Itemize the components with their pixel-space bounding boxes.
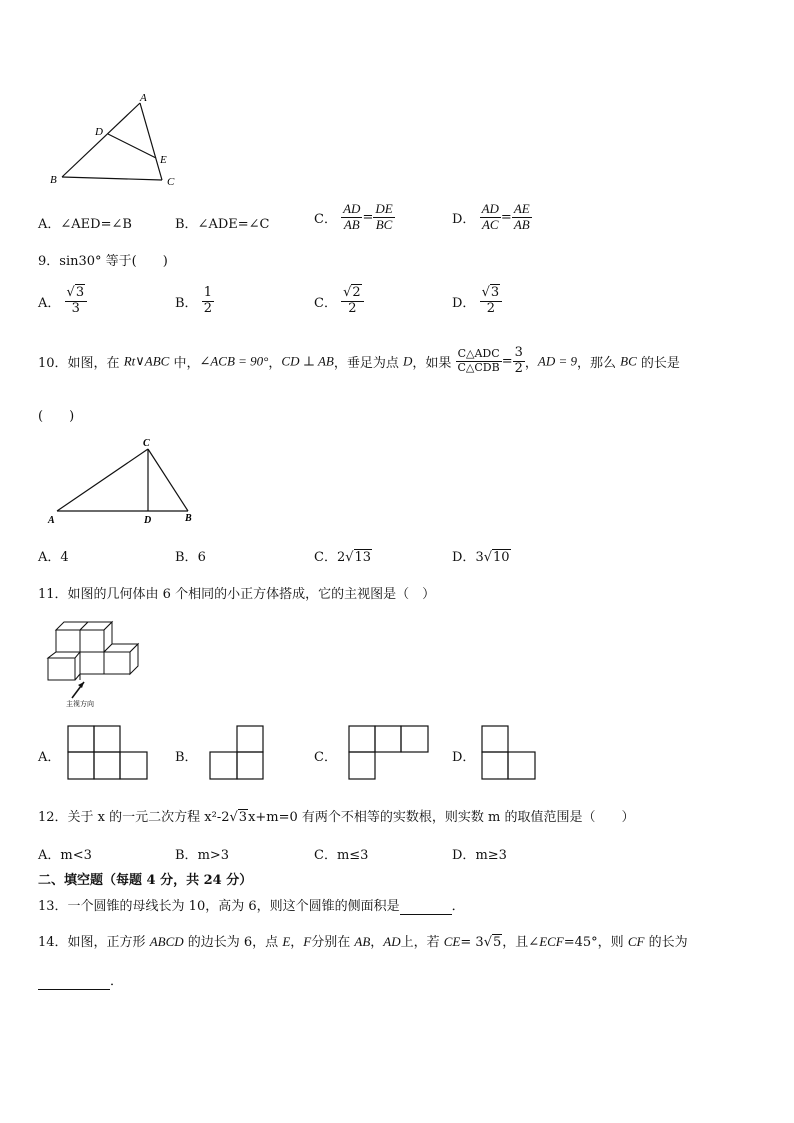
q10-option-c[interactable]: C．2√13 [314,550,372,565]
vertex-d-label: D [144,515,152,526]
answer-blank[interactable] [38,974,110,990]
option-text: ∠ADE=∠C [197,217,270,232]
q12-option-c[interactable] [314,844,368,863]
option-text: m≤3 [336,848,369,863]
q12-option-a[interactable] [38,844,92,863]
option-label: D． [452,211,476,227]
q13-stem: 13．一个圆锥的母线长为 10，高为 6，则这个圆锥的侧面积是 ． [38,899,465,914]
option-label: A． [38,750,61,765]
vertex-a-label: A [140,92,147,104]
q9-stem: 9．sin30° 等于( ) [38,254,168,269]
q10-answer-paren: ( ) [38,409,75,424]
equals-sign: = [362,209,374,225]
option-label: A． [38,848,61,863]
q11-stem: 11．如图的几何体由 6 个相同的小正方体搭成，它的主视图是（ ） [38,587,436,602]
vertex-b-label: B [185,513,192,524]
q11-option-d-view [481,725,539,781]
q9-option-b[interactable] [175,286,214,317]
square-root: √10 [483,550,510,565]
option-text: ∠AED=∠B [60,217,132,232]
q10-option-a[interactable] [38,546,69,565]
option-label: B． [175,550,198,565]
option-label: A． [38,295,61,311]
option-label: A． [38,550,61,565]
q11-option-b[interactable] [175,746,198,765]
triangle-figure-q8 [40,88,190,193]
fraction: $\frac{AD}{AC}$ [481,201,499,232]
option-label: C． [314,848,337,863]
option-text: 6 [197,550,206,565]
square-root: √5 [483,935,502,950]
q11-option-d[interactable] [452,746,475,765]
fraction: $\frac{1}{2}$ [203,285,212,316]
vertex-d-label: D [95,126,103,138]
view-direction-caption: 主视方向 [66,700,94,708]
option-label: B． [175,217,198,232]
option-label: B． [175,848,198,863]
fraction: $\frac{AD}{AB}$ [343,201,361,232]
option-label: D． [452,550,476,565]
option-label: C． [314,550,337,565]
square-root: √13 [345,550,372,565]
q11-option-c[interactable] [314,746,337,765]
q11-option-a[interactable] [38,746,60,765]
fraction: $\frac{√3}{2}$ [480,286,503,317]
q12-option-d[interactable] [452,844,507,863]
q10-stem: 10．如图，在 Rt∨ABC 中，∠ACB = 90°，CD ⊥ AB，垂足为点 D，如果 $\frac{\text{C△ADC}}{\text{C△CDB}}$ = $\frac{3}{2}$ ，AD = 9，那么 BC 的长是 [38,345,680,376]
fraction: $\frac{√2}{2}$ [341,286,364,317]
fraction: $\frac{√3}{3}$ [65,286,88,317]
option-label: B． [175,750,198,765]
option-text: m>3 [197,848,230,863]
q10-option-b[interactable] [175,546,206,565]
q9-option-d[interactable] [452,286,502,317]
q12-stem: 12．关于 x 的一元二次方程 x²-2√3x+m=0 有两个不相等的实数根，则实数 m 的取值范围是（ ） [38,810,635,825]
option-label: D． [452,750,476,765]
q14-stem: 14．如图，正方形 ABCD 的边长为 6，点 E，F分别在 AB，AD上，若 CE= 3√5，且∠ECF=45°，则 CF 的长为 [38,934,688,950]
right-triangle-figure-q10 [40,432,205,532]
q10-option-d[interactable]: D．3√10 [452,550,510,565]
q12-option-b[interactable] [175,844,229,863]
equals-sign: = [500,209,512,225]
q14-answer-line: ． [38,970,123,990]
option-text: m≥3 [475,848,507,863]
vertex-c-label: C [167,176,175,188]
option-label: B． [175,295,198,311]
answer-blank[interactable] [400,899,452,915]
section-heading: 二、填空题（每题 4 分，共 24 分） [38,873,253,888]
vertex-e-label: E [160,154,167,166]
option-label: D． [452,848,476,863]
q9-option-a[interactable] [38,286,87,317]
option-text: 4 [60,550,69,565]
cube-stack-figure-q11 [44,616,154,708]
fraction: $\frac{AE}{AB}$ [513,201,530,232]
q8-option-c[interactable] [314,202,395,233]
vertex-c-label: C [143,438,150,449]
q8-option-d[interactable] [452,202,532,233]
q11-option-c-view [348,725,430,781]
q9-option-c[interactable] [314,286,364,317]
q11-option-a-view [67,725,149,781]
vertex-a-label: A [48,515,55,526]
q11-option-b-view [208,725,266,781]
option-label: C． [314,211,337,227]
fraction: $\frac{DE}{BC}$ [375,201,393,232]
option-label: C． [314,750,337,765]
option-label: A． [38,217,61,232]
q8-option-b[interactable] [175,213,270,232]
option-label: C． [314,295,337,311]
q8-option-a[interactable] [38,213,132,232]
square-root: √3 [229,810,248,825]
option-label: D． [452,295,476,311]
option-text: m<3 [60,848,92,863]
vertex-b-label: B [50,174,57,186]
